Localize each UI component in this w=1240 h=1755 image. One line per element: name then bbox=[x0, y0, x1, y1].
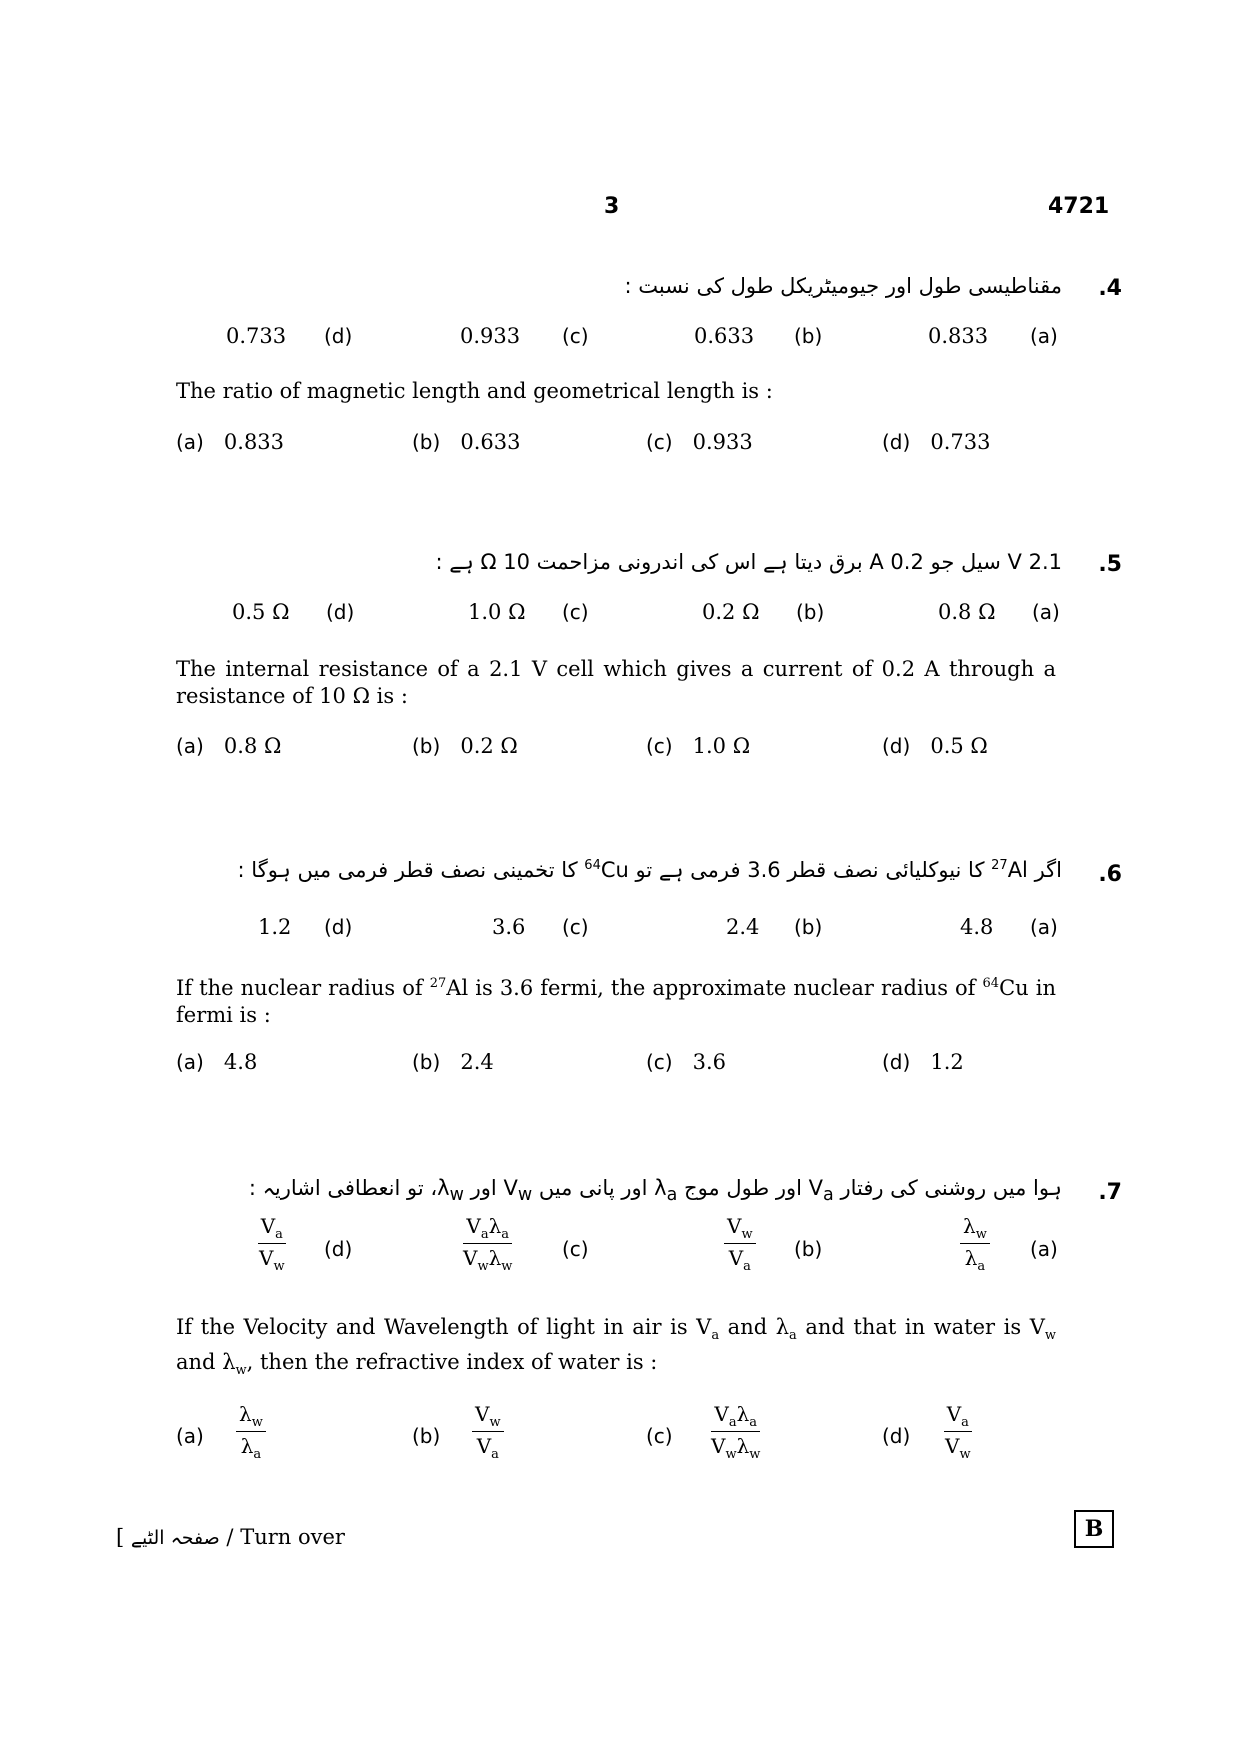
urdu-option-c: (c) bbox=[562, 1237, 589, 1261]
urdu-option-d: (d) bbox=[324, 1237, 353, 1261]
urdu-option-c: (c) bbox=[562, 600, 589, 624]
urdu-question-text: 2.1 V سیل جو 0.2 A برق دیتا ہے اس کی اندرونی مزاحمت 10 Ω ہے : bbox=[435, 550, 1062, 574]
urdu-option-c: (c) bbox=[562, 915, 589, 939]
urdu-option-a: (a) bbox=[1030, 915, 1058, 939]
english-option-b: (b) 0.2 Ω bbox=[412, 734, 518, 758]
question-number: .4 bbox=[1098, 276, 1122, 301]
urdu-option-d: (d) bbox=[324, 324, 353, 348]
urdu-option-a: (a) bbox=[1030, 324, 1058, 348]
urdu-option-b-fraction: $\frac{V_w}{V_a}$ bbox=[724, 1214, 756, 1274]
urdu-option-d-fraction: $\frac{V_a}{V_w}$ bbox=[259, 1214, 285, 1274]
urdu-option-a-value: 0.833 bbox=[928, 324, 989, 348]
english-option-d-fraction: $\frac{V_a}{V_w}$ bbox=[945, 1402, 971, 1462]
urdu-option-c: (c) bbox=[562, 324, 589, 348]
urdu-option-a-value: 4.8 bbox=[960, 915, 994, 939]
english-option-b: (b) 0.633 bbox=[412, 430, 521, 454]
english-option-a: (a) bbox=[176, 1424, 204, 1448]
urdu-option-d-value: 0.733 bbox=[226, 324, 287, 348]
english-option-a: (a) 0.833 bbox=[176, 430, 285, 454]
urdu-option-a-fraction: $\frac{\lambda_w}{\lambda_a}$ bbox=[960, 1214, 990, 1274]
english-option-c-fraction: $\frac{V_a\lambda_a}{V_w\lambda_w}$ bbox=[711, 1402, 761, 1462]
english-option-b-fraction: $\frac{V_w}{V_a}$ bbox=[472, 1402, 504, 1462]
question-number: .5 bbox=[1098, 552, 1122, 577]
english-option-b: (b) 2.4 bbox=[412, 1050, 494, 1074]
english-question-text: The ratio of magnetic length and geometrical length is : bbox=[176, 379, 773, 403]
english-option-c: (c) 0.933 bbox=[646, 430, 753, 454]
urdu-option-c-value: 0.933 bbox=[460, 324, 521, 348]
paper-code: 4721 bbox=[1048, 194, 1110, 219]
urdu-option-b: (b) bbox=[794, 915, 823, 939]
urdu-option-b: (b) bbox=[794, 324, 823, 348]
urdu-option-d-value: 0.5 Ω bbox=[232, 600, 290, 624]
english-option-a-fraction: $\frac{\lambda_w}{\lambda_a}$ bbox=[236, 1402, 266, 1462]
urdu-question-text: اگر $^{27}$Al کا نیوکلیائی نصف قطر 3.6 فرمی ہے تو $^{64}$Cu کا تخمینی نصف قطر فرمی میں ہوگا : bbox=[237, 858, 1062, 882]
urdu-option-c-fraction: $\frac{V_a\lambda_a}{V_w\lambda_w}$ bbox=[463, 1214, 513, 1274]
question-number: .6 bbox=[1098, 862, 1122, 887]
english-option-c: (c) bbox=[646, 1424, 673, 1448]
urdu-question-text: مقناطیسی طول اور جیومیٹریکل طول کی نسبت : bbox=[624, 274, 1062, 298]
english-option-b: (b) bbox=[412, 1424, 441, 1448]
english-option-a: (a) 4.8 bbox=[176, 1050, 258, 1074]
urdu-option-a: (a) bbox=[1032, 600, 1060, 624]
english-option-d: (d) 0.733 bbox=[882, 430, 991, 454]
urdu-option-d: (d) bbox=[324, 915, 353, 939]
english-question-text: The internal resistance of a 2.1 V cell which gives a current of 0.2 A through a resistance of 10 Ω is : bbox=[176, 657, 1056, 708]
urdu-option-b-value: 0.633 bbox=[694, 324, 755, 348]
english-option-d: (d) 1.2 bbox=[882, 1050, 964, 1074]
english-option-d: (d) bbox=[882, 1424, 911, 1448]
question-number: .7 bbox=[1098, 1180, 1122, 1205]
urdu-option-c-value: 3.6 bbox=[492, 915, 526, 939]
urdu-question-text: ہوا میں روشنی کی رفتار $V_a$ اور طول موج $\lambda_a$ اور پانی میں $V_w$ اور $\lambda_w،$ تو انعطافی اشاریہ : bbox=[248, 1176, 1062, 1206]
english-question-text: If the Velocity and Wavelength of light in air is $V_a$ and $\lambda_a$ and that in water is $V_w$ and $\lambda_w$, then the refractive index of water is : bbox=[176, 1315, 1056, 1379]
urdu-option-b-value: 0.2 Ω bbox=[702, 600, 760, 624]
booklet-series-box: B bbox=[1074, 1510, 1114, 1548]
urdu-option-a: (a) bbox=[1030, 1237, 1058, 1261]
english-option-d: (d) 0.5 Ω bbox=[882, 734, 988, 758]
turn-over-note: [ صفحہ الٹیے / Turn over bbox=[116, 1525, 345, 1549]
urdu-option-b-value: 2.4 bbox=[726, 915, 760, 939]
urdu-option-a-value: 0.8 Ω bbox=[938, 600, 996, 624]
page-number: 3 bbox=[604, 194, 620, 219]
urdu-option-b: (b) bbox=[796, 600, 825, 624]
english-question-text: If the nuclear radius of $^{27}$Al is 3.6 fermi, the approximate nuclear radius of $^{64}$Cu in fermi is : bbox=[176, 976, 1056, 1027]
english-option-a: (a) 0.8 Ω bbox=[176, 734, 282, 758]
english-option-c: (c) 3.6 bbox=[646, 1050, 727, 1074]
english-option-c: (c) 1.0 Ω bbox=[646, 734, 751, 758]
urdu-option-d: (d) bbox=[326, 600, 355, 624]
urdu-option-d-value: 1.2 bbox=[258, 915, 292, 939]
urdu-option-b: (b) bbox=[794, 1237, 823, 1261]
urdu-option-c-value: 1.0 Ω bbox=[468, 600, 526, 624]
